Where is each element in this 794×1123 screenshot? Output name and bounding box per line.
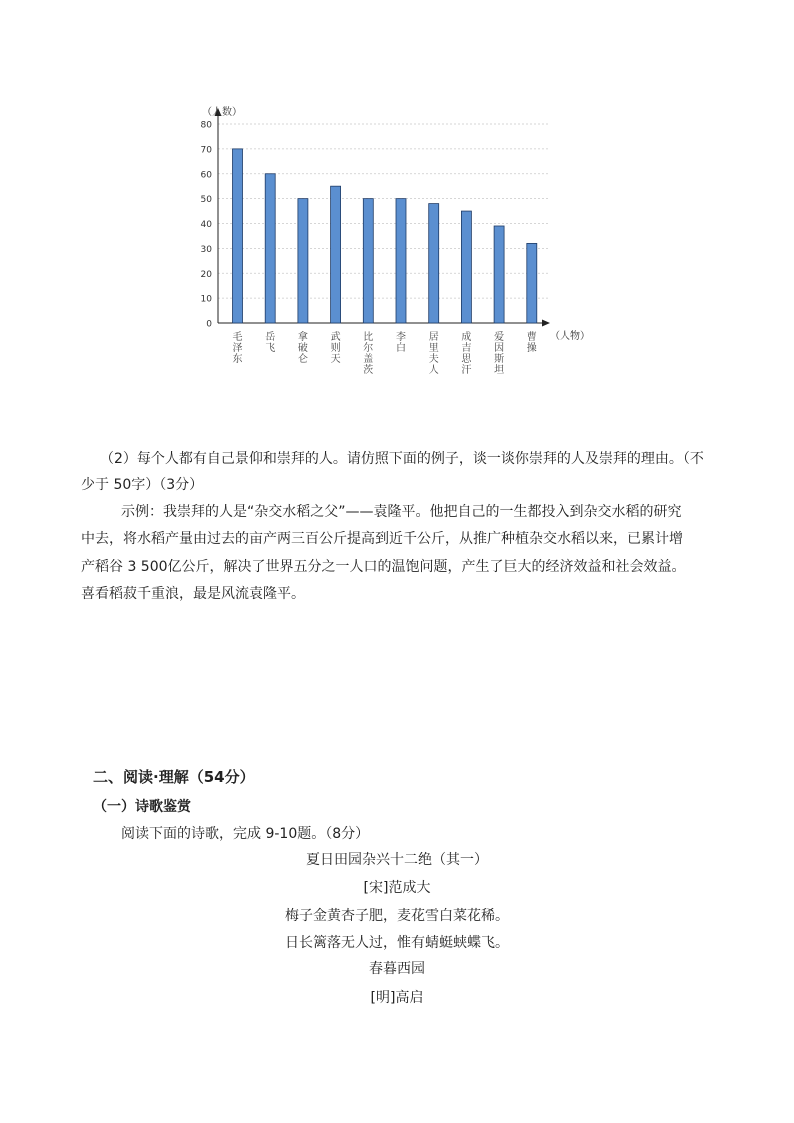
instruction: 阅读下面的诗歌，完成 9-10题。（8分） xyxy=(121,826,370,842)
x-tick-label: 爱因斯坦 xyxy=(494,332,505,376)
x-tick-label: 武则天 xyxy=(330,332,341,365)
y-tick-label: 30 xyxy=(200,244,212,255)
y-tick-label: 40 xyxy=(200,220,212,230)
bar xyxy=(461,211,471,323)
y-axis-label: （人数） xyxy=(202,107,242,118)
x-tick-label: 李白 xyxy=(396,332,406,354)
question-2-line-2: 少于 50字）（3分） xyxy=(81,477,204,493)
example-line-2: 中去，将水稻产量由过去的亩产两三百公斤提高到近千公斤，从推广种植杂交水稻以来，已累计增 xyxy=(81,531,683,547)
y-tick-label: 50 xyxy=(200,195,212,206)
poem-1-line-1: 梅子金黄杏子肥，麦花雪白菜花稀。 xyxy=(285,908,509,924)
question-2-line-1: （2）每个人都有自己景仰和崇拜的人。请仿照下面的例子，谈一谈你崇拜的人及崇拜的理由。（不 xyxy=(100,451,704,467)
poem-1-author: [宋]范成大 xyxy=(363,880,431,896)
bar xyxy=(363,199,373,323)
poem-1-line-2: 日长篱落无人过，惟有蜻蜓蛱蝶飞。 xyxy=(285,935,509,951)
x-tick-label: 比尔盖茨 xyxy=(363,332,374,376)
bar xyxy=(331,186,341,323)
bar xyxy=(298,199,308,323)
x-tick-label: 居里夫人 xyxy=(428,332,439,376)
x-tick-label: 岳飞 xyxy=(265,332,276,354)
bar xyxy=(527,243,537,323)
poem-2-author: [明]高启 xyxy=(370,990,424,1006)
example-line-3: 产稻谷 3 500亿公斤，解决了世界五分之一人口的温饱问题，产生了巨大的经济效益和社会效益。 xyxy=(81,559,686,575)
y-tick-label: 10 xyxy=(200,294,212,305)
x-tick-label: 成吉思汗 xyxy=(461,332,472,376)
y-tick-label: 0 xyxy=(206,319,212,330)
x-tick-label: 毛泽东 xyxy=(232,332,243,365)
example-line-1: 示例：我崇拜的人是“杂交水稻之父”——袁隆平。他把自己的一生都投入到杂交水稻的研究 xyxy=(121,504,682,520)
y-tick-label: 80 xyxy=(200,120,212,131)
bar xyxy=(265,174,275,323)
x-tick-label: 拿破仑 xyxy=(297,332,308,365)
y-tick-label: 70 xyxy=(200,145,212,156)
bar xyxy=(429,204,439,323)
bar-chart xyxy=(190,100,590,390)
poem-1-title: 夏日田园杂兴十二绝（其一） xyxy=(306,852,488,868)
poem-2-title: 春暮西园 xyxy=(369,961,425,977)
x-tick-label: 曹操 xyxy=(526,332,537,354)
section-heading: 二、阅读·理解（54分） xyxy=(93,768,255,786)
bar xyxy=(494,226,504,323)
example-line-4: 喜看稻菽千重浪，最是风流袁隆平。 xyxy=(81,586,305,602)
sub-heading: （一）诗歌鉴赏 xyxy=(93,799,191,815)
bar xyxy=(233,149,243,323)
x-axis-arrow xyxy=(542,320,550,327)
y-tick-label: 20 xyxy=(200,269,212,280)
y-tick-label: 60 xyxy=(200,170,212,181)
bar xyxy=(396,199,406,323)
x-axis-label: （人物） xyxy=(550,331,590,342)
